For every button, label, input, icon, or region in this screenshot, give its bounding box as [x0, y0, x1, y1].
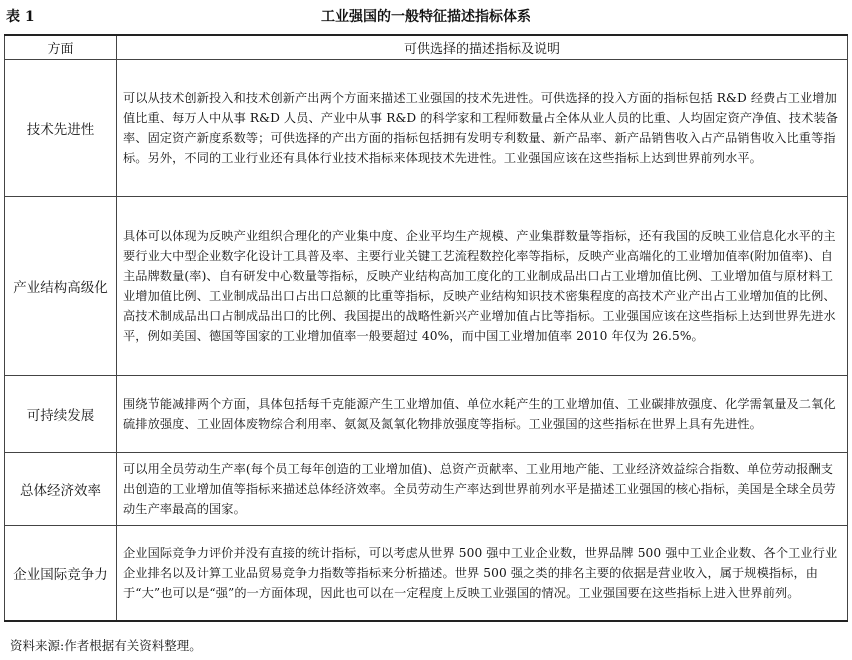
table-row	[5, 453, 848, 526]
description-cell: 围绕节能减排两个方面，具体包括每千克能源产生工业增加值、单位水耗产生的工业增加值、工业碳排放强度、化学需氧量及二氧化硫排放强度、工业固体废物综合利用率、氨氮及氮氧化物排放强度等指标。工业强国的这些指标在世界上具有先进性。	[117, 376, 848, 453]
aspect-cell: 技术先进性	[5, 60, 117, 197]
header-row	[5, 35, 848, 60]
description-cell: 可以用全员劳动生产率(每个员工每年创造的工业增加值)、总资产贡献率、工业用地产能、工业经济效益综合指数、单位劳动报酬支出创造的工业增加值等指标来描述总体经济效率。全员劳动生产率达到世界前列水平是描述工业强国的核心指标，美国是全球全员劳动生产率最高的国家。	[117, 453, 848, 526]
table-label: 表 1	[6, 9, 35, 25]
header-aspect: 方面	[5, 35, 117, 60]
header-description: 可供选择的描述指标及说明	[117, 35, 848, 60]
table-row	[5, 197, 848, 376]
table-row	[5, 60, 848, 197]
indicator-table	[4, 34, 848, 622]
table-row	[5, 526, 848, 622]
aspect-cell: 总体经济效率	[5, 453, 117, 526]
table-caption	[0, 0, 852, 30]
aspect-cell: 产业结构高级化	[5, 197, 117, 376]
aspect-cell: 企业国际竞争力	[5, 526, 117, 622]
table-row	[5, 376, 848, 453]
description-cell: 企业国际竞争力评价并没有直接的统计指标，可以考虑从世界 500 强中工业企业数，世界品牌 500 强中工业企业数、各个工业行业企业排名以及计算工业品贸易竞争力指数等指标来分析描述。世界 500 强之类的排名主要的依据是营业收入，属于规模指标，由于“大”也可以是“强”的一方面体现，因此也可以在一定程度上反映工业强国的情况。工业强国要在这些指标上进入世界前列。	[117, 526, 848, 622]
table-title: 工业强国的一般特征描述指标体系	[321, 9, 531, 25]
aspect-cell: 可持续发展	[5, 376, 117, 453]
description-cell: 可以从技术创新投入和技术创新产出两个方面来描述工业强国的技术先进性。可供选择的投入方面的指标包括 R&D 经费占工业增加值比重、每万人中从事 R&D 人员、产业中从事 R&D 的科学家和工程师数量占全体从业人员的比重、人均固定资产净值、技术装备率、固定资产新度系数等；可供选择的产出方面的指标包括拥有发明专利数量、新产品率、新产品销售收入占产品销售收入比重等指标。另外，不同的工业行业还有具体行业技术指标来体现技术先进性。工业强国应该在这些指标上达到世界前列水平。	[117, 60, 848, 197]
description-cell: 具体可以体现为反映产业组织合理化的产业集中度、企业平均生产规模、产业集群数量等指标，还有我国的反映工业信息化水平的主要行业大中型企业数字化设计工具普及率、主要行业关键工艺流程数控化率等指标，反映产业高端化的工业增加值率(附加值率)、自主品牌数量(率)、自有研发中心数量等指标，反映产业结构高加工度化的工业制成品出口占工业增加值比例、工业增加值与原材料工业增加值比例、工业制成品出口占出口总额的比重等指标，反映产业结构知识技术密集程度的高技术产业产出占工业增加值的比例、高技术制成品出口占制成品出口的比例、我国提出的战略性新兴产业增加值占比等指标。工业强国应该在这些指标上达到世界先进水平，例如美国、德国等国家的工业增加值率一般要超过 40%，而中国工业增加值率 2010 年仅为 26.5%。	[117, 197, 848, 376]
source-note: 资料来源:作者根据有关资料整理。	[10, 638, 202, 653]
